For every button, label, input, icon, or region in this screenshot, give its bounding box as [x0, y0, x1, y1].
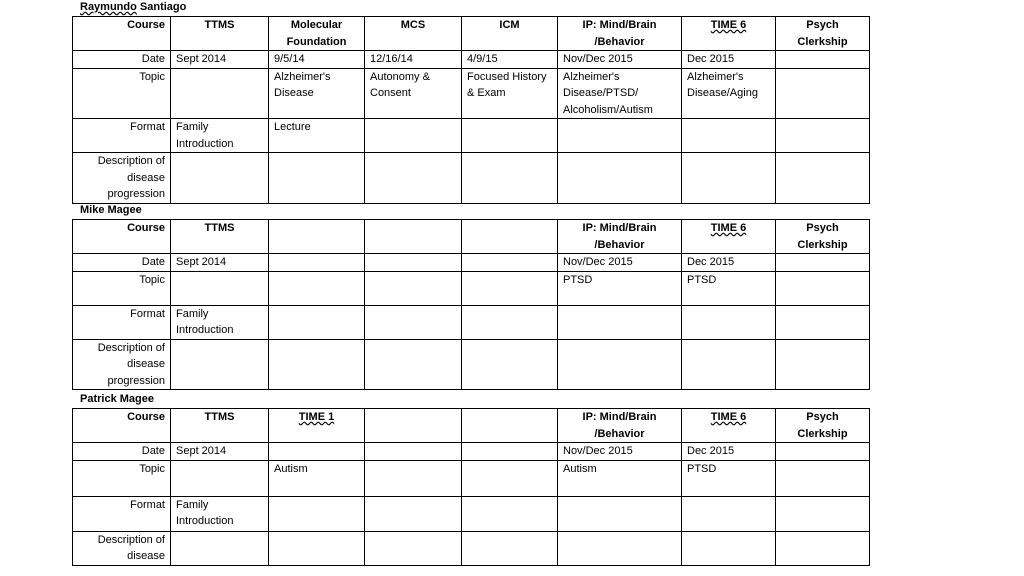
course-psych-clerkship: Psych Clerkship — [776, 409, 870, 443]
course-cell — [365, 409, 462, 443]
course-label: Course — [73, 409, 171, 443]
description-cell — [558, 153, 682, 204]
topic-row — [73, 460, 870, 496]
date-cell — [365, 254, 462, 272]
description-cell — [682, 339, 776, 390]
format-cell — [776, 119, 870, 153]
course-cell — [365, 220, 462, 254]
date-cell: 9/5/14 — [269, 51, 365, 69]
date-cell — [462, 443, 558, 461]
topic-cell: Autism — [269, 460, 365, 496]
format-cell: Family Introduction — [171, 119, 269, 153]
description-cell — [558, 339, 682, 390]
date-label: Date — [73, 51, 171, 69]
topic-row — [73, 271, 870, 305]
format-cell: Lecture — [269, 119, 365, 153]
course-time-1: TIME 1 — [269, 409, 365, 443]
course-cell — [462, 409, 558, 443]
date-label: Date — [73, 443, 171, 461]
topic-cell — [462, 460, 558, 496]
format-label: Format — [73, 119, 171, 153]
description-label: Description of disease — [73, 531, 171, 565]
date-cell: Nov/Dec 2015 — [558, 254, 682, 272]
topic-cell: Alzheimer's Disease/PTSD/ Alcoholism/Autism — [558, 68, 682, 119]
date-row — [73, 443, 870, 461]
topic-cell: Autism — [558, 460, 682, 496]
course-time-6: TIME 6 — [682, 17, 776, 51]
course-ip-mind-brain: IP: Mind/Brain /Behavior — [558, 409, 682, 443]
format-cell — [558, 305, 682, 339]
format-cell — [462, 119, 558, 153]
format-cell: Family Introduction — [171, 496, 269, 531]
course-label: Course — [73, 220, 171, 254]
patient-table-3 — [72, 408, 870, 566]
format-cell — [269, 496, 365, 531]
date-row — [73, 254, 870, 272]
date-cell — [269, 443, 365, 461]
description-label: Description of disease progression — [73, 339, 171, 390]
course-ttms: TTMS — [171, 17, 269, 51]
course-mcs: MCS — [365, 17, 462, 51]
topic-label: Topic — [73, 460, 171, 496]
date-cell: Nov/Dec 2015 — [558, 51, 682, 69]
topic-cell — [365, 271, 462, 305]
topic-cell: PTSD — [558, 271, 682, 305]
course-row — [73, 220, 870, 254]
course-row — [73, 17, 870, 51]
format-row — [73, 119, 870, 153]
format-cell — [365, 119, 462, 153]
date-cell — [462, 254, 558, 272]
date-cell: Nov/Dec 2015 — [558, 443, 682, 461]
topic-label: Topic — [73, 68, 171, 119]
description-cell — [365, 153, 462, 204]
date-cell — [776, 254, 870, 272]
format-cell — [365, 305, 462, 339]
topic-cell: Alzheimer's Disease — [269, 68, 365, 119]
description-cell — [365, 531, 462, 565]
description-cell — [462, 153, 558, 204]
description-cell — [682, 531, 776, 565]
description-cell — [171, 339, 269, 390]
course-ip-mind-brain: IP: Mind/Brain /Behavior — [558, 17, 682, 51]
format-cell — [682, 119, 776, 153]
course-ttms: TTMS — [171, 220, 269, 254]
format-row — [73, 496, 870, 531]
date-cell: Sept 2014 — [171, 254, 269, 272]
course-cell — [269, 220, 365, 254]
topic-cell — [269, 271, 365, 305]
format-cell — [558, 496, 682, 531]
description-cell — [269, 531, 365, 565]
course-psych-clerkship: Psych Clerkship — [776, 220, 870, 254]
topic-cell — [171, 68, 269, 119]
date-label: Date — [73, 254, 171, 272]
course-label: Course — [73, 17, 171, 51]
description-cell — [365, 339, 462, 390]
course-ip-mind-brain: IP: Mind/Brain /Behavior — [558, 220, 682, 254]
patient-table-1 — [72, 16, 870, 204]
date-cell: 12/16/14 — [365, 51, 462, 69]
description-cell — [171, 153, 269, 204]
topic-cell — [171, 460, 269, 496]
description-row — [73, 531, 870, 565]
format-cell — [776, 496, 870, 531]
date-cell: Sept 2014 — [171, 443, 269, 461]
course-time-6: TIME 6 — [682, 409, 776, 443]
patient-table-2 — [72, 219, 870, 390]
date-cell: Dec 2015 — [682, 443, 776, 461]
format-row — [73, 305, 870, 339]
patient-name-3: Patrick Magee — [80, 393, 154, 405]
format-cell — [269, 305, 365, 339]
date-cell: 4/9/15 — [462, 51, 558, 69]
topic-row — [73, 68, 870, 119]
topic-cell — [365, 460, 462, 496]
description-cell — [776, 339, 870, 390]
description-cell — [558, 531, 682, 565]
course-psych-clerkship: Psych Clerkship — [776, 17, 870, 51]
format-cell — [462, 496, 558, 531]
format-cell — [776, 305, 870, 339]
description-cell — [776, 153, 870, 204]
topic-cell: Focused History & Exam — [462, 68, 558, 119]
date-row — [73, 51, 870, 69]
topic-cell: PTSD — [682, 271, 776, 305]
date-cell — [269, 254, 365, 272]
description-cell — [269, 153, 365, 204]
topic-cell: Autonomy & Consent — [365, 68, 462, 119]
description-cell — [171, 531, 269, 565]
format-cell: Family Introduction — [171, 305, 269, 339]
date-cell — [776, 51, 870, 69]
date-cell — [365, 443, 462, 461]
date-cell — [776, 443, 870, 461]
course-ttms: TTMS — [171, 409, 269, 443]
description-label: Description of disease progression — [73, 153, 171, 204]
description-cell — [462, 339, 558, 390]
topic-label: Topic — [73, 271, 171, 305]
course-cell — [462, 220, 558, 254]
patient-name-1: Raymundo Santiago — [80, 1, 187, 13]
topic-cell — [776, 460, 870, 496]
description-cell — [776, 531, 870, 565]
description-row — [73, 153, 870, 204]
date-cell: Dec 2015 — [682, 254, 776, 272]
description-cell — [269, 339, 365, 390]
course-molecular: Molecular Foundation — [269, 17, 365, 51]
description-cell — [462, 531, 558, 565]
format-cell — [682, 305, 776, 339]
topic-cell — [462, 271, 558, 305]
date-cell: Sept 2014 — [171, 51, 269, 69]
format-cell — [365, 496, 462, 531]
date-cell: Dec 2015 — [682, 51, 776, 69]
topic-cell: PTSD — [682, 460, 776, 496]
course-time-6: TIME 6 — [682, 220, 776, 254]
topic-cell — [776, 271, 870, 305]
format-cell — [558, 119, 682, 153]
patient-name-2: Mike Magee — [80, 204, 142, 216]
topic-cell — [171, 271, 269, 305]
course-row — [73, 409, 870, 443]
description-row — [73, 339, 870, 390]
topic-cell: Alzheimer's Disease/Aging — [682, 68, 776, 119]
format-cell — [462, 305, 558, 339]
course-icm: ICM — [462, 17, 558, 51]
format-label: Format — [73, 496, 171, 531]
description-cell — [682, 153, 776, 204]
format-label: Format — [73, 305, 171, 339]
format-cell — [682, 496, 776, 531]
topic-cell — [776, 68, 870, 119]
